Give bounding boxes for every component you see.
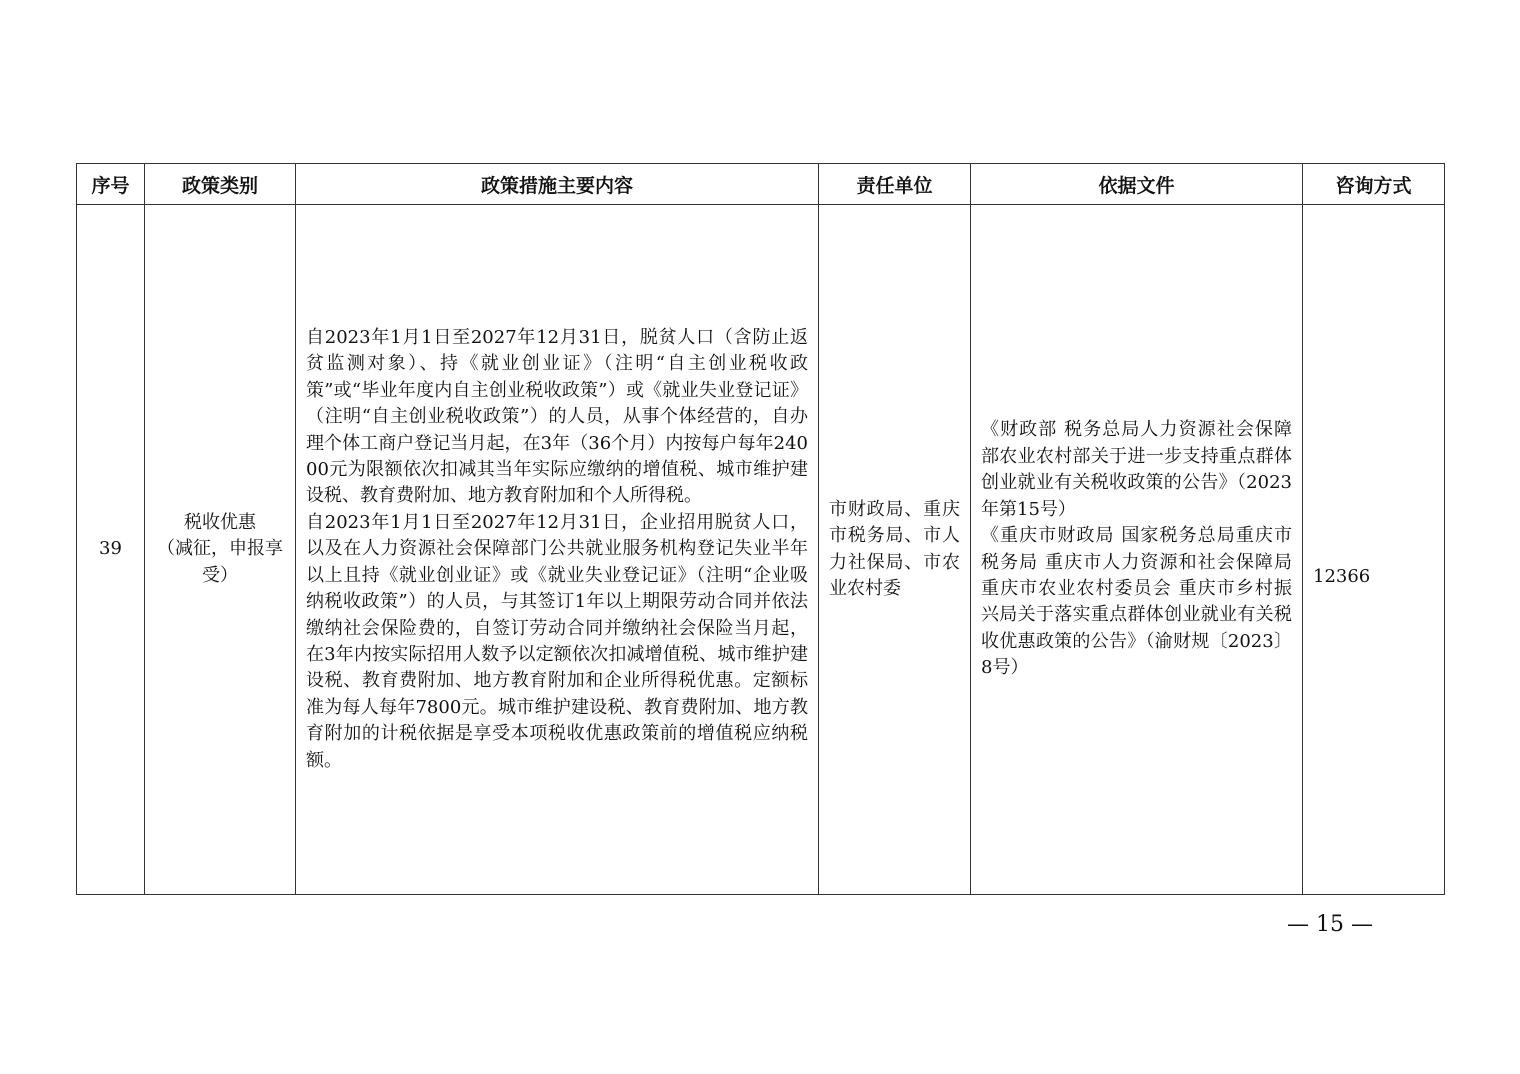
- policy-table: [76, 163, 1445, 895]
- row-index: 39: [77, 205, 145, 895]
- category-note: （减征，申报享受）: [157, 538, 283, 586]
- header-unit: 责任单位: [819, 164, 971, 205]
- page-number: — 15 —: [1287, 912, 1373, 937]
- row-contact: 12366: [1303, 205, 1445, 895]
- row-category: [145, 205, 296, 895]
- header-contact: 咨询方式: [1303, 164, 1445, 205]
- row-basis: [971, 205, 1303, 895]
- header-content: 政策措施主要内容: [296, 164, 819, 205]
- header-basis: 依据文件: [971, 164, 1303, 205]
- table-header-row: [77, 164, 1445, 205]
- basis-document-2: 《重庆市财政局 国家税务总局重庆市税务局 重庆市人力资源和社会保障局 重庆市农业农村委员会 重庆市乡村振兴局关于落实重点群体创业就业有关税收优惠政策的公告》（渝财规〔2023〕8号）: [981, 525, 1292, 679]
- basis-document-1: 《财政部 税务总局人力资源社会保障部农业农村部关于进一步支持重点群体创业就业有关税收政策的公告》（2023年第15号）: [981, 419, 1292, 520]
- content-paragraph-1: 自2023年1月1日至2027年12月31日，脱贫人口（含防止返贫监测对象）、持《就业创业证》（注明“自主创业税收政策”或“毕业年度内自主创业税收政策”）或《就业失业登记证》（注明“自主创业税收政策”）的人员，从事个体经营的，自办理个体工商户登记当月起，在3年（36个月）内按每户每年24000元为限额依次扣减其当年实际应缴纳的增值税、城市维护建设税、教育费附加、地方教育附加和个人所得税。: [306, 327, 808, 507]
- header-index: 序号: [77, 164, 145, 205]
- header-category: 政策类别: [145, 164, 296, 205]
- category-label: 税收优惠: [184, 511, 256, 533]
- row-unit: 市财政局、重庆市税务局、市人力社保局、市农业农村委: [819, 205, 971, 895]
- table-row: [77, 205, 1445, 895]
- row-content: [296, 205, 819, 895]
- content-paragraph-2: 自2023年1月1日至2027年12月31日，企业招用脱贫人口，以及在人力资源社会保障部门公共就业服务机构登记失业半年以上且持《就业创业证》或《就业失业登记证》（注明“企业吸纳税收政策”）的人员，与其签订1年以上期限劳动合同并依法缴纳社会保险费的，自签订劳动合同并缴纳社会保险当月起，在3年内按实际招用人数予以定额依次扣减增值税、城市维护建设税、教育费附加、地方教育附加和企业所得税优惠。定额标准为每人每年7800元。城市维护建设税、教育费附加、地方教育附加的计税依据是享受本项税收优惠政策前的增值税应纳税额。: [306, 511, 808, 771]
